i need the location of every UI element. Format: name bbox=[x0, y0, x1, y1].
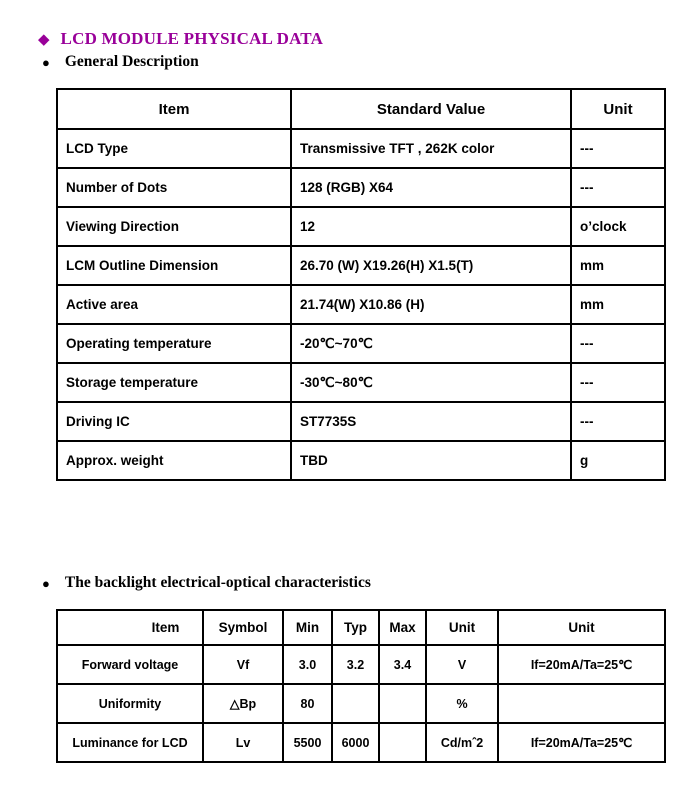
table-row bbox=[57, 285, 665, 324]
unit-cell: --- bbox=[571, 129, 665, 168]
condition-cell bbox=[498, 684, 665, 723]
unit-cell: o’clock bbox=[571, 207, 665, 246]
table-row bbox=[57, 168, 665, 207]
item-cell: Storage temperature bbox=[57, 363, 291, 402]
table-header-row bbox=[57, 89, 665, 129]
symbol-cell: Vf bbox=[203, 645, 283, 684]
value-cell: TBD bbox=[291, 441, 571, 480]
table-row bbox=[57, 324, 665, 363]
min-cell: 3.0 bbox=[283, 645, 332, 684]
unit-cell: --- bbox=[571, 324, 665, 363]
value-cell: 128 (RGB) X64 bbox=[291, 168, 571, 207]
column-header-item: Item bbox=[57, 89, 291, 129]
table-row bbox=[57, 207, 665, 246]
typ-cell: 6000 bbox=[332, 723, 379, 762]
section-heading-text: The backlight electrical-optical characteristics bbox=[64, 574, 371, 591]
value-cell: -20℃~70℃ bbox=[291, 324, 571, 363]
column-header-max: Max bbox=[379, 610, 426, 645]
section-heading-text: General Description bbox=[64, 53, 199, 70]
min-cell: 80 bbox=[283, 684, 332, 723]
column-header-unit: Unit bbox=[426, 610, 498, 645]
circle-bullet-icon: ● bbox=[42, 54, 50, 70]
unit-cell: g bbox=[571, 441, 665, 480]
column-header-standard-value: Standard Value bbox=[291, 89, 571, 129]
item-cell: Approx. weight bbox=[57, 441, 291, 480]
item-cell: Viewing Direction bbox=[57, 207, 291, 246]
max-cell bbox=[379, 684, 426, 723]
value-cell: 26.70 (W) X19.26(H) X1.5(T) bbox=[291, 246, 571, 285]
max-cell: 3.4 bbox=[379, 645, 426, 684]
general-description-table bbox=[56, 88, 666, 481]
unit-cell: --- bbox=[571, 168, 665, 207]
unit-cell: mm bbox=[571, 246, 665, 285]
table-header-row bbox=[57, 610, 665, 645]
value-cell: ST7735S bbox=[291, 402, 571, 441]
column-header-symbol: Symbol bbox=[203, 610, 283, 645]
backlight-characteristics-table bbox=[56, 609, 666, 763]
item-cell: Active area bbox=[57, 285, 291, 324]
unit-cell: % bbox=[426, 684, 498, 723]
column-header-typ: Typ bbox=[332, 610, 379, 645]
condition-cell: If=20mA/Ta=25℃ bbox=[498, 645, 665, 684]
unit-cell: mm bbox=[571, 285, 665, 324]
table-row bbox=[57, 645, 665, 684]
table-row bbox=[57, 402, 665, 441]
item-cell: Luminance for LCD bbox=[57, 723, 203, 762]
unit-cell: Cd/mˆ2 bbox=[426, 723, 498, 762]
unit-cell: V bbox=[426, 645, 498, 684]
value-cell: 12 bbox=[291, 207, 571, 246]
max-cell bbox=[379, 723, 426, 762]
table-row bbox=[57, 363, 665, 402]
unit-cell: --- bbox=[571, 402, 665, 441]
table-row bbox=[57, 246, 665, 285]
column-header-item: Item bbox=[57, 610, 203, 645]
table-row bbox=[57, 129, 665, 168]
unit-cell: --- bbox=[571, 363, 665, 402]
item-cell: Driving IC bbox=[57, 402, 291, 441]
item-cell: Forward voltage bbox=[57, 645, 203, 684]
section-backlight-heading bbox=[42, 574, 371, 592]
page-title-line bbox=[38, 29, 323, 49]
symbol-cell: △Bp bbox=[203, 684, 283, 723]
circle-bullet-icon: ● bbox=[42, 575, 50, 591]
value-cell: 21.74(W) X10.86 (H) bbox=[291, 285, 571, 324]
condition-cell: If=20mA/Ta=25℃ bbox=[498, 723, 665, 762]
item-cell: Operating temperature bbox=[57, 324, 291, 363]
column-header-condition: Unit bbox=[498, 610, 665, 645]
symbol-cell: Lv bbox=[203, 723, 283, 762]
item-cell: LCD Type bbox=[57, 129, 291, 168]
item-cell: Number of Dots bbox=[57, 168, 291, 207]
page-title: LCD MODULE PHYSICAL DATA bbox=[60, 29, 324, 48]
value-cell: -30℃~80℃ bbox=[291, 363, 571, 402]
min-cell: 5500 bbox=[283, 723, 332, 762]
section-general-description-heading bbox=[42, 53, 199, 71]
item-cell: Uniformity bbox=[57, 684, 203, 723]
diamond-bullet-icon: ◆ bbox=[38, 30, 50, 48]
typ-cell: 3.2 bbox=[332, 645, 379, 684]
column-header-unit: Unit bbox=[571, 89, 665, 129]
table-row bbox=[57, 723, 665, 762]
item-cell: LCM Outline Dimension bbox=[57, 246, 291, 285]
column-header-min: Min bbox=[283, 610, 332, 645]
table-row bbox=[57, 684, 665, 723]
typ-cell bbox=[332, 684, 379, 723]
value-cell: Transmissive TFT , 262K color bbox=[291, 129, 571, 168]
table-row bbox=[57, 441, 665, 480]
